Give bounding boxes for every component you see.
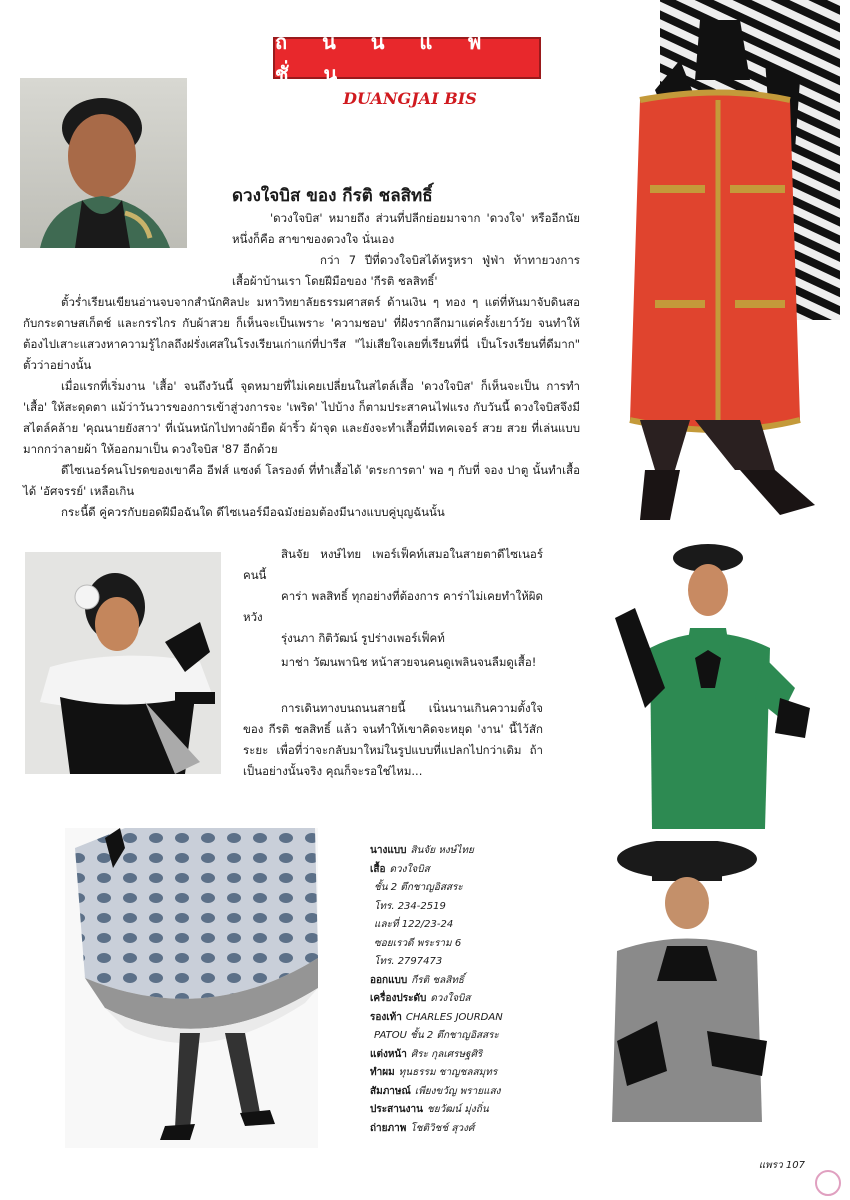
credit-row: โทร. 2797473 <box>374 956 443 967</box>
credits-list <box>370 842 580 1138</box>
column-title: ถ น น แ ฟ ชั่ น <box>275 30 496 86</box>
designer-portrait-photo <box>20 78 187 248</box>
green-dress-photo <box>590 538 820 829</box>
black-dress-photo <box>25 552 221 774</box>
article-paragraph-11: การเดินทางบนถนนสายนี้ เนิ่นนานเกินความตั้งใจของ กีรติ ชลสิทธิ์ แล้ว จนทำให้เขาคิดจะหยุด 'งาน' นี้ไว้สักระยะ เพื่อที่ว่าจะกลับมาใหม่ในรูปแบบที่แปลกไปกว่าเดิม ถ้าเป็นอย่างนั้นจริง คุณก็จะรอใช่ไหม... <box>243 701 543 778</box>
polka-dot-skirt-photo <box>65 828 318 1148</box>
credit-row: ออกแบบ กีรติ ชลสิทธิ์ <box>370 974 465 986</box>
article-paragraph-6: กระนี้ดี คู่ควรกับยอดฝีมือฉันใด ดีไซเนอร์มือฉมังย่อมต้องมีนางแบบคู่บุญฉันนั้น <box>61 505 445 519</box>
credit-row: ประสานงาน ชยวัฒน์ มุ่งถิ่น <box>370 1104 489 1115</box>
credit-row: เสื้อ ดวงใจบิส <box>370 863 430 875</box>
article-paragraph-4: เมื่อแรกที่เริ่มงาน 'เสื้อ' จนถึงวันนี้ จุดหมายที่ไม่เคยเปลี่ยนในสไตล์เสื้อ 'ดวงใจบิส' ก็เห็นจะเป็น การทำ 'เสื้อ' ให้สะดุดตา แม้ว่าวันวารของการเข้าสู่วงการจะ 'เพริด' ไปบ้าง ก็ตามประสาคนไฟแรง กับวันนี้ ดวงใจบิสจึงมีสไตล์คล้าย 'คุณนายยังสาว' ที่เน้นหนักไปทางผ้ายืด ผ้าริ้ว ผ้าจุด และยังจะทำเสื้อที่มีเทคเจอร์ สวย สวย ที่เล่นแบบมากกว่าลายผ้า ให้ออกมาเป็น ดวงใจบิส '87 อีกด้วย <box>23 379 580 456</box>
credit-row: และที่ 122/23-24 <box>374 919 454 930</box>
credit-row: ชั้น 2 ตึกชาญอิสสระ <box>374 882 463 893</box>
grey-suit-photo <box>597 841 775 1122</box>
article-paragraph-9: รุ่งนภา กิติวัฒน์ รูปร่างเพอร์เฟ็คท์ <box>281 631 445 645</box>
brand-subtitle: DUANGJAI BIS <box>343 89 477 108</box>
credit-row: สัมภาษณ์ เพียงขวัญ พรายแสง <box>370 1085 501 1097</box>
credit-row: นางแบบ สินจัย หงษ์ไทย <box>370 845 474 856</box>
credit-row: เครื่องประดับ ดวงใจบิส <box>370 993 471 1004</box>
article-paragraph-10: มาช่า วัฒนพานิช หน้าสวยจนคนดูเพลินจนลืมดูเสื้อ! <box>281 655 537 669</box>
article-paragraph-1: 'ดวงใจบิส' หมายถึง ส่วนที่ปลีกย่อยมาจาก 'ดวงใจ' หรืออีกนัยหนึ่งก็คือ สาขาของดวงใจ นั่นเอง <box>232 211 580 246</box>
article-paragraph-3: ตั้วร่ำเรียนเขียนอ่านจบจากสำนักศิลปะ มหาวิทยาลัยธรรมศาสตร์ ด้านเงิน ๆ ทอง ๆ แต่ที่หันมาจับดินสอ กับกระดาษสเก็ตช์ และกรรไกร กับผ้าสวย ก็เห็นจะเป็นเพราะ 'ความชอบ' ที่ฝังรากลึกมาแต่ครั้งเยาว์วัย จนทำให้ต้องไปเสาะแสวงหาความรู้ไกลถึงฝรั่งเศสในโรงเรียนเก่าแก่ที่ปารีส "ไม่เสียใจเลยที่เรียนที่นี่ เป็นโรงเรียนที่ดีมาก" ตั้วว่าอย่างนั้น <box>23 295 580 372</box>
credit-row: โทร. 234-2519 <box>374 900 446 912</box>
article-paragraph-5: ดีไซเนอร์คนโปรดของเขาคือ อีฟส์ แซงต์ โลรองต์ ที่ทำเสื้อได้ 'ตระการตา' พอ ๆ กับที่ จอง ปาตู นั้นทำเสื้อได้ 'อัศจรรย์' เหลือเกิน <box>23 463 580 498</box>
article-paragraph-8: คาร่า พลสิทธิ์ ทุกอย่างที่ต้องการ คาร่าไม่เคยทำให้ผิดหวัง <box>243 589 543 624</box>
red-jacket-photo <box>600 0 840 528</box>
magazine-name: แพรว <box>758 1160 783 1171</box>
column-title-banner <box>273 30 541 86</box>
credit-row: แต่งหน้า ศิระ กุลเศรษฐศิริ <box>370 1048 483 1060</box>
page-footer <box>759 1158 805 1173</box>
article-headline: ดวงใจบิส ของ กีรติ ชลสิทธิ์ <box>232 186 433 206</box>
credit-row: ซอยเรวดี พระราม 6 <box>374 937 462 949</box>
stamp-icon <box>815 1170 841 1196</box>
credit-row: รองเท้า CHARLES JOURDAN <box>370 1011 503 1023</box>
credit-row: ทำผม ทุนธรรม ชาญชลสมุทร <box>370 1067 498 1078</box>
credit-row: ถ่ายภาพ โชติวิชช์ สุวงศ์ <box>370 1122 475 1134</box>
article-paragraph-2: กว่า 7 ปีที่ดวงใจบิสได้หรูหรา ฟู่ฟ่า ท้าทายวงการเสื้อผ้าบ้านเรา โดยฝีมือของ 'กีรติ ชลสิทธิ์' <box>232 253 580 288</box>
credit-row: PATOU ชั้น 2 ตึกชาญอิสสระ <box>374 1030 499 1041</box>
page-number: 107 <box>785 1160 805 1171</box>
article-paragraph-7: สินจัย หงษ์ไทย เพอร์เฟ็คท์เสมอในสายตาดีไซเนอร์คนนี้ <box>243 547 543 582</box>
